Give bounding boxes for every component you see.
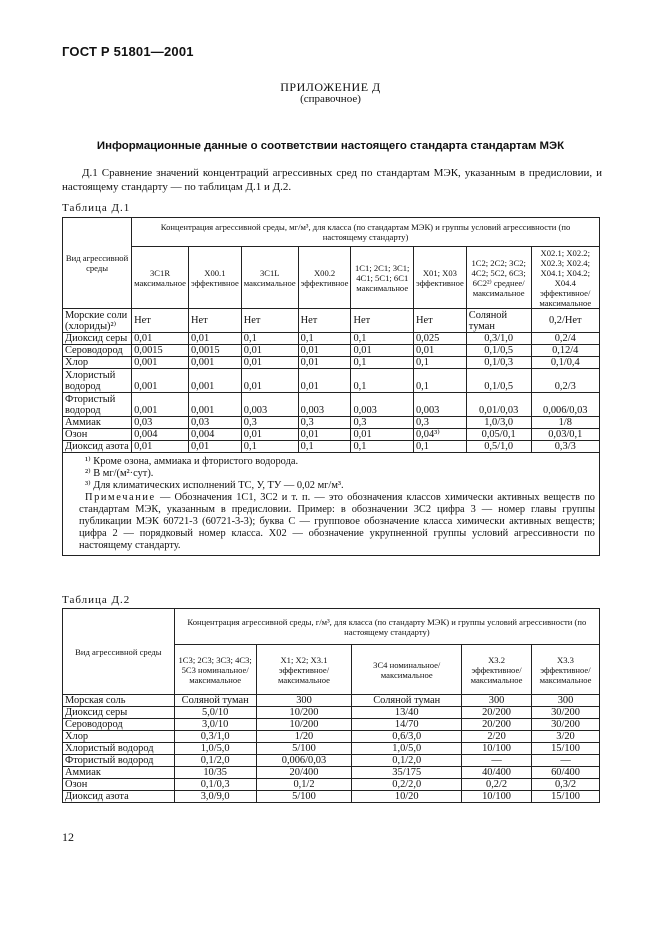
table-cell: 300 xyxy=(256,695,352,707)
table-cell: 0,5/1,0 xyxy=(466,441,531,453)
table-cell: 0,001 xyxy=(188,357,241,369)
table1-note xyxy=(79,492,595,552)
table-cell: 2/20 xyxy=(462,731,532,743)
note-text: — Обозначения 1С1, 3С2 и т. п. — это обозначения классов химически активных веществ по стандартам МЭК, указанным в предисловии. Пример: в обозначении 3С2 цифра 3 — номер главы группы публикации МЭК 60721-3 (60721-3-3); буква С — групповое обозначение класса химически активных веществ; цифра 2 — порядковый номер класса. X02 — обозначение укрупненной группы условий агрессивности по настоящему стандарту. xyxy=(79,492,595,551)
table-cell: 0,3 xyxy=(413,417,466,429)
table-cell: 10/35 xyxy=(174,767,256,779)
table-cell: 0,006/0,03 xyxy=(531,393,599,417)
table-cell: 0,2/Нет xyxy=(531,309,599,333)
table-cell: 0,0015 xyxy=(132,345,189,357)
table-cell: 0,1 xyxy=(298,333,351,345)
table-cell: 0,1 xyxy=(351,333,413,345)
table-cell: 20/400 xyxy=(256,767,352,779)
table-cell: 0,3 xyxy=(351,417,413,429)
table-cell: 0,2/2 xyxy=(462,779,532,791)
t1-col-header: X02.1; X02.2; X02.3; X02.4; X04.1; X04.2; X04.4 эффективное/максимальное xyxy=(531,247,599,309)
page-number: 12 xyxy=(62,830,74,844)
table-cell: 0,004 xyxy=(188,429,241,441)
table-row xyxy=(63,309,600,333)
t1-medium-header: Вид агрессивной среды xyxy=(63,218,132,309)
table-1 xyxy=(62,217,600,556)
row-label: Морские соли (хлориды)²⁾ xyxy=(63,309,132,333)
table-cell: 0,3/3 xyxy=(531,441,599,453)
table-cell: 0,1/0,5 xyxy=(466,345,531,357)
table-cell: Соляной туман xyxy=(352,695,462,707)
table-row xyxy=(63,791,600,803)
table-cell: 1/20 xyxy=(256,731,352,743)
table-row xyxy=(63,707,600,719)
table-cell: 0,2/4 xyxy=(531,333,599,345)
table-cell: 0,01 xyxy=(413,345,466,357)
table-cell: 0,1 xyxy=(298,441,351,453)
table-cell: 0,1 xyxy=(241,441,298,453)
table-cell: 30/200 xyxy=(532,707,600,719)
t2-medium-header: Вид агрессивной среды xyxy=(63,609,175,695)
intro-paragraph: Д.1 Сравнение значений концентраций агрессивных сред по стандартам МЭК, указанным в предисловии, и настоящему стандарту — по таблицам Д.1 и Д.2. xyxy=(62,167,602,193)
table-row xyxy=(63,345,600,357)
table-cell: 300 xyxy=(462,695,532,707)
table-cell: 0,3/2 xyxy=(532,779,600,791)
table-cell: — xyxy=(532,755,600,767)
table-cell: 0,1/0,5 xyxy=(466,369,531,393)
row-label: Диоксид серы xyxy=(63,707,175,719)
row-label: Сероводород xyxy=(63,719,175,731)
t2-col-header: X3.2 эффективное/максимальное xyxy=(462,645,532,695)
table-cell: Нет xyxy=(132,309,189,333)
table-row xyxy=(63,393,600,417)
table-cell: 0,3 xyxy=(298,417,351,429)
table-row xyxy=(63,719,600,731)
document-header: ГОСТ Р 51801—2001 xyxy=(62,44,194,59)
table-cell: 0,01 xyxy=(132,333,189,345)
table-row xyxy=(63,695,600,707)
table-cell: 1,0/3,0 xyxy=(466,417,531,429)
table-cell: 0,12/4 xyxy=(531,345,599,357)
table-cell: 1,0/5,0 xyxy=(174,743,256,755)
table-cell: 0,01/0,03 xyxy=(466,393,531,417)
footnote: ³⁾ Для климатических исполнений ТС, У, ТУ — 0,02 мг/м³. xyxy=(85,480,344,491)
footnote: ²⁾ В мг/(м²·сут). xyxy=(85,468,154,479)
table-cell: 60/400 xyxy=(532,767,600,779)
t1-col-header: 1С2; 2С2; 3С2; 4С2; 5С2, 6С3; 6С2²⁾ среднее/максимальное xyxy=(466,247,531,309)
table-cell: 0,04³⁾ xyxy=(413,429,466,441)
table-cell: 0,001 xyxy=(188,369,241,393)
table-cell: 40/400 xyxy=(462,767,532,779)
table-cell: 0,3/1,0 xyxy=(174,731,256,743)
t1-col-header: X00.2 эффективное xyxy=(298,247,351,309)
table-cell: 0,004 xyxy=(132,429,189,441)
t2-col-header: 3С4 номинальное/максимальное xyxy=(352,645,462,695)
t1-col-header: 1С1; 2С1; 3С1; 4С1; 5С1; 6С1 максимальное xyxy=(351,247,413,309)
table-cell: 0,1/2 xyxy=(256,779,352,791)
row-label: Хлор xyxy=(63,357,132,369)
note-label: Примечание xyxy=(85,492,156,503)
t1-group-header: Концентрация агрессивной среды, мг/м³, для класса (по стандартам МЭК) и группы условий агрессивности (по настоящему стандарту) xyxy=(132,218,600,247)
table-cell: 3/20 xyxy=(532,731,600,743)
table-cell: — xyxy=(462,755,532,767)
table-cell: 0,1 xyxy=(351,357,413,369)
t2-col-header: X3.3 эффективное/максимальное xyxy=(532,645,600,695)
table-cell: 0,01 xyxy=(132,441,189,453)
row-label: Сероводород xyxy=(63,345,132,357)
table-cell: 10/100 xyxy=(462,791,532,803)
row-label: Морская соль xyxy=(63,695,175,707)
table-cell: 35/175 xyxy=(352,767,462,779)
row-label: Аммиак xyxy=(63,767,175,779)
table-cell: 0,001 xyxy=(188,393,241,417)
table-cell: 0,003 xyxy=(298,393,351,417)
table-cell: 0,025 xyxy=(413,333,466,345)
table-cell: 20/200 xyxy=(462,719,532,731)
t2-col-header: X1; X2; X3.1 эффективное/максимальное xyxy=(256,645,352,695)
table-row xyxy=(63,333,600,345)
table-cell: 0,003 xyxy=(241,393,298,417)
row-label: Озон xyxy=(63,779,175,791)
table-cell: 0,01 xyxy=(298,357,351,369)
table-cell: 0,2/3 xyxy=(531,369,599,393)
table-cell: 14/70 xyxy=(352,719,462,731)
row-label: Озон xyxy=(63,429,132,441)
table-cell: 0,006/0,03 xyxy=(256,755,352,767)
table-cell: 0,2/2,0 xyxy=(352,779,462,791)
row-label: Диоксид азота xyxy=(63,441,132,453)
t1-col-header: X01; X03 эффективное xyxy=(413,247,466,309)
table-cell: 0,1 xyxy=(351,441,413,453)
table-cell: 0,1 xyxy=(241,333,298,345)
row-label: Хлористый водород xyxy=(63,369,132,393)
table-row xyxy=(63,743,600,755)
table-cell: 0,001 xyxy=(132,369,189,393)
table1-notes xyxy=(63,453,600,556)
table-cell: 5/100 xyxy=(256,743,352,755)
table-cell: 10/100 xyxy=(462,743,532,755)
table-row xyxy=(63,417,600,429)
table-cell: 10/20 xyxy=(352,791,462,803)
table-row xyxy=(63,429,600,441)
table-cell: 0,001 xyxy=(132,393,189,417)
table-cell: 0,01 xyxy=(351,429,413,441)
table-cell: 0,01 xyxy=(188,333,241,345)
table-cell: 15/100 xyxy=(532,743,600,755)
t1-column-headers xyxy=(63,247,600,309)
row-label: Хлористый водород xyxy=(63,743,175,755)
appendix-subtitle: (справочное) xyxy=(300,93,361,105)
table-cell: 13/40 xyxy=(352,707,462,719)
table-cell: 10/200 xyxy=(256,719,352,731)
table-cell: 0,3/1,0 xyxy=(466,333,531,345)
table-cell: 0,001 xyxy=(132,357,189,369)
table-row xyxy=(63,369,600,393)
table-row xyxy=(63,755,600,767)
table-cell: 1,0/5,0 xyxy=(352,743,462,755)
table-cell: 0,1/0,3 xyxy=(174,779,256,791)
table-cell: 0,01 xyxy=(298,345,351,357)
table-cell: 0,1/0,4 xyxy=(531,357,599,369)
table2-caption: Таблица Д.2 xyxy=(62,594,131,606)
row-label: Диоксид серы xyxy=(63,333,132,345)
table-cell: 0,03 xyxy=(132,417,189,429)
table1-caption: Таблица Д.1 xyxy=(62,202,131,214)
appendix-title: ПРИЛОЖЕНИЕ Д xyxy=(280,80,381,94)
table-cell: 0,05/0,1 xyxy=(466,429,531,441)
t1-col-header: 3С1R максимальное xyxy=(132,247,189,309)
table-cell: 0,1 xyxy=(413,357,466,369)
table-row xyxy=(63,779,600,791)
table-cell: 0,1/2,0 xyxy=(352,755,462,767)
table-cell: 0,6/3,0 xyxy=(352,731,462,743)
table-2 xyxy=(62,608,600,803)
table-row xyxy=(63,441,600,453)
table-cell: 0,003 xyxy=(351,393,413,417)
table-cell: 15/100 xyxy=(532,791,600,803)
table-cell: 0,01 xyxy=(241,345,298,357)
table-cell: Соляной туман xyxy=(174,695,256,707)
table-cell: 0,3 xyxy=(241,417,298,429)
table-row xyxy=(63,731,600,743)
table-row xyxy=(63,357,600,369)
table-cell: Нет xyxy=(188,309,241,333)
table-cell: 0,01 xyxy=(351,345,413,357)
row-label: Хлор xyxy=(63,731,175,743)
t1-col-header: 3С1L максимальное xyxy=(241,247,298,309)
table-row xyxy=(63,767,600,779)
t1-col-header: X00.1 эффективное xyxy=(188,247,241,309)
table-cell: 0,1/2,0 xyxy=(174,755,256,767)
table-cell: 0,03 xyxy=(188,417,241,429)
table-cell: 0,01 xyxy=(241,357,298,369)
table-cell: Нет xyxy=(241,309,298,333)
t2-col-header: 1С3; 2С3; 3С3; 4С3; 5С3 номинальное/максимальное xyxy=(174,645,256,695)
table-cell: 5,0/10 xyxy=(174,707,256,719)
table-cell: Соляной туман xyxy=(466,309,531,333)
row-label: Аммиак xyxy=(63,417,132,429)
table-cell: Нет xyxy=(298,309,351,333)
table-cell: 3,0/9,0 xyxy=(174,791,256,803)
row-label: Фтористый водород xyxy=(63,393,132,417)
t2-group-header: Концентрация агрессивной среды, г/м³, для класса (по стандарту МЭК) и группы условий агрессивности (по настоящему стандарту) xyxy=(174,609,599,645)
table-cell: 0,01 xyxy=(298,369,351,393)
table-cell: 0,1 xyxy=(413,369,466,393)
table-cell: 0,1 xyxy=(413,441,466,453)
table-cell: 3,0/10 xyxy=(174,719,256,731)
table-cell: 0,1 xyxy=(351,369,413,393)
footnote: ¹⁾ Кроме озона, аммиака и фтористого водорода. xyxy=(85,456,299,467)
table-cell: 10/200 xyxy=(256,707,352,719)
row-label: Фтористый водород xyxy=(63,755,175,767)
table-cell: 1/8 xyxy=(531,417,599,429)
table-cell: 0,01 xyxy=(241,429,298,441)
section-title: Информационные данные о соответствии настоящего стандарта стандартам МЭК xyxy=(96,140,565,152)
table-cell: 0,0015 xyxy=(188,345,241,357)
table-cell: 0,1/0,3 xyxy=(466,357,531,369)
table-cell: 5/100 xyxy=(256,791,352,803)
table-cell: Нет xyxy=(413,309,466,333)
table-cell: 30/200 xyxy=(532,719,600,731)
table-cell: 0,01 xyxy=(241,369,298,393)
table-cell: 0,03/0,1 xyxy=(531,429,599,441)
table-cell: 0,003 xyxy=(413,393,466,417)
table-cell: 0,01 xyxy=(298,429,351,441)
table-cell: 300 xyxy=(532,695,600,707)
table-cell: 0,01 xyxy=(188,441,241,453)
table-cell: 20/200 xyxy=(462,707,532,719)
row-label: Диоксид азота xyxy=(63,791,175,803)
table-cell: Нет xyxy=(351,309,413,333)
